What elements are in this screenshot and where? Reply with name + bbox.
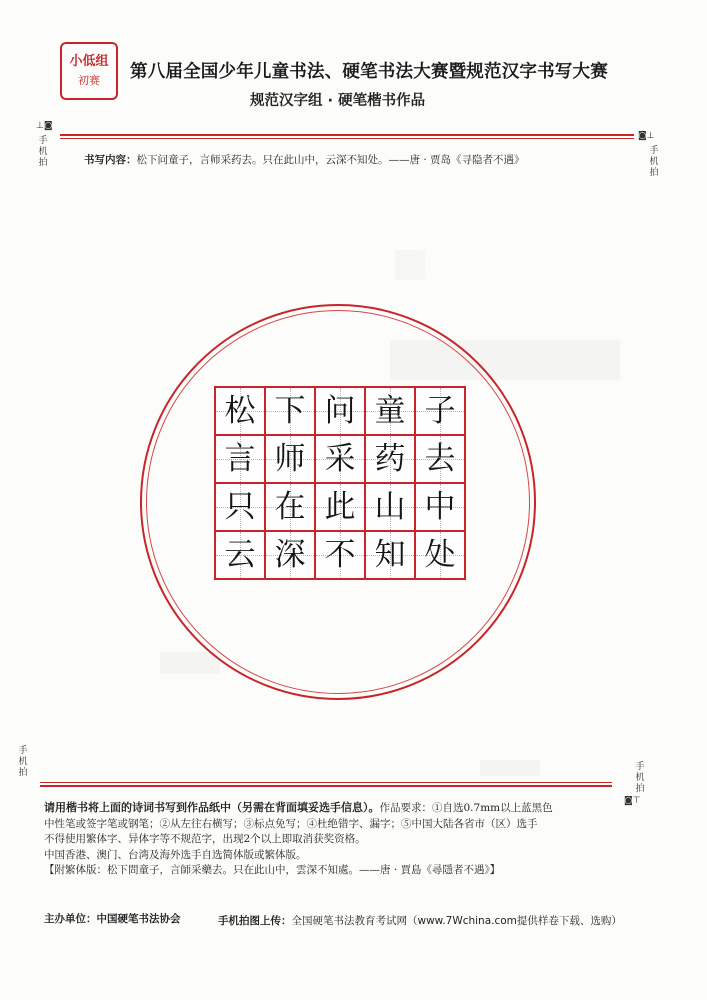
bleed-through-mark (395, 250, 425, 280)
grid-cell: 云 (215, 531, 265, 579)
organizer-label: 主办单位： (44, 913, 97, 925)
grid-cell: 采 (315, 435, 365, 483)
organizer-name: 中国硬笔书法协会 (96, 913, 181, 925)
camera-icon: ◙⊥ (638, 131, 655, 141)
camera-icon: ⊥◙ (36, 121, 53, 131)
grid-cell: 言 (215, 435, 265, 483)
phone-shoot-label-left-top: 手机拍 (38, 136, 48, 168)
instructions-line5: 【附繁体版：松下問童子，言師采藥去。只在此山中，雲深不知處。——唐 · 賈島《尋隱者不遇》】 (44, 864, 501, 876)
grid-cell: 子 (415, 387, 465, 435)
instructions-line3: 不得使用繁体字、异体字等不规范字，出现2个以上即取消获奖资格。 (44, 833, 366, 845)
grid-cell: 深 (265, 531, 315, 579)
writing-content-text: 松下问童子，言师采药去。只在此山中，云深不知处。——唐 · 贾岛《寻隐者不遇》 (136, 154, 525, 166)
writing-content (84, 152, 525, 167)
stamp-group: 小低组 (69, 54, 109, 69)
grid-cell: 山 (365, 483, 415, 531)
grid-cell: 只 (215, 483, 265, 531)
grid-cell: 下 (265, 387, 315, 435)
upload-text: 全国硬笔书法教育考试网（www.7Wchina.com提供样卷下载、选购） (291, 915, 622, 927)
phone-shoot-label-right-bottom: 手机拍 (635, 762, 645, 794)
phone-shoot-label-right-top: 手机拍 (649, 146, 659, 178)
camera-icon: ◙⊤ (624, 796, 641, 806)
grid-cell: 不 (315, 531, 365, 579)
grid-cell: 药 (365, 435, 415, 483)
instructions-line4: 中国香港、澳门、台湾及海外选手自选简体版或繁体版。 (44, 848, 307, 861)
instructions-line2: 中性笔或签字笔或钢笔；②从左往右横写；③标点免写；④杜绝错字、漏字；⑤中国大陆各省市（区）选手 (44, 817, 538, 830)
grid-cell: 处 (415, 531, 465, 579)
grid-cell: 童 (365, 387, 415, 435)
upload-info (218, 913, 622, 928)
group-stamp (60, 42, 118, 100)
page-subtitle: 规范汉字组 · 硬笔楷书作品 (250, 93, 426, 109)
grid-cell: 此 (315, 483, 365, 531)
grid-cell: 师 (265, 435, 315, 483)
bottom-divider (40, 782, 612, 788)
grid-cell: 问 (315, 387, 365, 435)
instructions (44, 800, 624, 879)
page-title: 第八届全国少年儿童书法、硬笔书法大赛暨规范汉字书写大赛 (130, 62, 608, 82)
instructions-line1b: 作品要求：①自选0.7mm以上蓝黑色 (379, 802, 553, 814)
writing-content-label: 书写内容： (84, 154, 137, 166)
upload-label: 手机拍图上传： (218, 915, 292, 927)
bleed-through-mark (480, 760, 540, 776)
grid-cell: 中 (415, 483, 465, 531)
calligraphy-grid (214, 386, 466, 580)
instructions-line1: 请用楷书将上面的诗词书写到作品纸中（另需在背面填妥选手信息）。 (44, 801, 380, 814)
organizer (44, 911, 181, 926)
stamp-stage: 初赛 (78, 74, 100, 87)
phone-shoot-label-left-bottom: 手机拍 (18, 746, 28, 778)
grid-cell: 去 (415, 435, 465, 483)
grid-cell: 在 (265, 483, 315, 531)
top-divider (60, 134, 634, 140)
grid-cell: 松 (215, 387, 265, 435)
grid-cell: 知 (365, 531, 415, 579)
bleed-through-mark (160, 652, 220, 674)
